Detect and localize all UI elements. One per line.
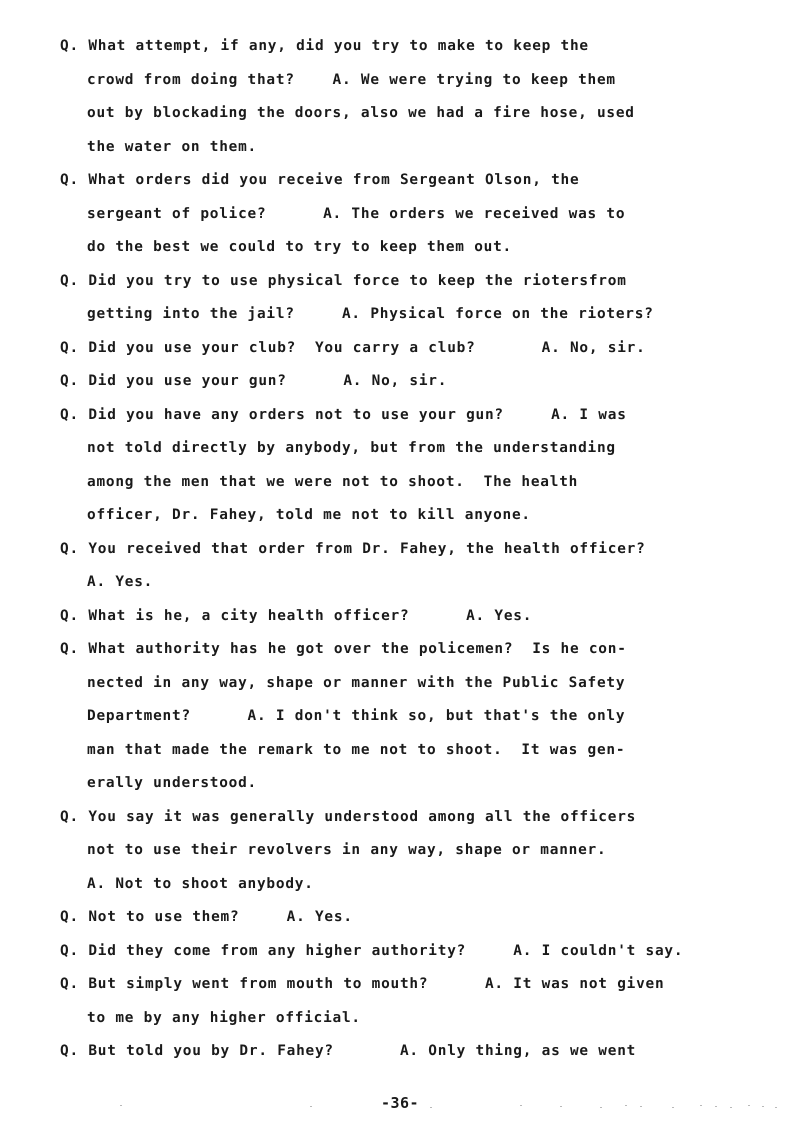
scan-speckle <box>560 1106 562 1107</box>
transcript-line: out by blockading the doors, also we had a fire hose, used <box>87 105 635 121</box>
scan-speckle <box>430 1107 432 1108</box>
scan-speckle <box>310 1106 312 1107</box>
scan-speckle <box>715 1106 717 1107</box>
scan-speckle <box>625 1105 627 1106</box>
scan-speckle <box>600 1107 602 1108</box>
scan-speckle <box>672 1107 674 1108</box>
transcript-line: getting into the jail? A. Physical force on the rioters? <box>87 306 654 322</box>
scan-speckle <box>775 1107 777 1108</box>
transcript-line: officer, Dr. Fahey, told me not to kill anyone. <box>87 507 531 523</box>
transcript-line: Q. What authority has he got over the policemen? Is he con- <box>60 641 627 657</box>
transcript-line: do the best we could to try to keep them out. <box>87 239 512 255</box>
transcript-line: Q. Did you use your club? You carry a club? A. No, sir. <box>60 339 646 356</box>
transcript-line: Q. Did they come from any higher authority? A. I couldn't say. <box>60 942 684 959</box>
scan-speckle <box>520 1105 522 1106</box>
scan-speckle <box>762 1106 764 1107</box>
transcript-body <box>60 30 782 1069</box>
transcript-line: Q. But simply went from mouth to mouth? A. It was not given <box>60 976 665 992</box>
transcript-line: Department? A. I don't think so, but that's the only <box>87 708 626 724</box>
scan-speckle <box>700 1105 702 1106</box>
transcript-line: crowd from doing that? A. We were trying to keep them <box>87 71 616 88</box>
transcript-line: Q. What attempt, if any, did you try to make to keep the <box>60 38 589 54</box>
transcript-line: Q. What is he, a city health officer? A. Yes. <box>60 607 533 624</box>
transcript-line: man that made the remark to me not to shoot. It was gen- <box>87 741 626 758</box>
transcript-line: sergeant of police? A. The orders we received was to <box>87 205 626 222</box>
scan-speckle <box>640 1106 642 1107</box>
transcript-line: the water on them. <box>87 138 257 155</box>
transcript-line: not told directly by anybody, but from the understanding <box>87 440 616 456</box>
transcript-line: Q. Not to use them? A. Yes. <box>60 909 353 925</box>
transcript-line: to me by any higher official. <box>87 1009 361 1026</box>
transcript-line: not to use their revolvers in any way, shape or manner. <box>87 842 607 858</box>
transcript-line: A. Yes. <box>87 574 154 590</box>
transcript-line: Q. You received that order from Dr. Fahey, the health officer? <box>60 540 646 557</box>
transcript-line: A. Not to shoot anybody. <box>87 875 314 892</box>
transcript-line: nected in any way, shape or manner with the Public Safety <box>87 674 626 691</box>
transcript-line: Q. Did you try to use physical force to keep the riotersfrom <box>60 272 627 289</box>
transcript-line: Q. What orders did you receive from Sergeant Olson, the <box>60 172 580 188</box>
transcript-line: erally understood. <box>87 775 257 791</box>
transcript-line: Q. But told you by Dr. Fahey? A. Only thing, as we went <box>60 1043 637 1059</box>
scan-speckle <box>120 1105 122 1106</box>
transcript-line: Q. Did you have any orders not to use your gun? A. I was <box>60 406 627 423</box>
transcript-line: Q. You say it was generally understood among all the officers <box>60 808 637 825</box>
scan-speckle <box>748 1105 750 1106</box>
page-number: -36- <box>380 1094 420 1112</box>
transcript-line: Q. Did you use your gun? A. No, sir. <box>60 373 448 389</box>
scan-speckle <box>730 1107 732 1108</box>
transcript-line: among the men that we were not to shoot. The health <box>87 473 579 490</box>
